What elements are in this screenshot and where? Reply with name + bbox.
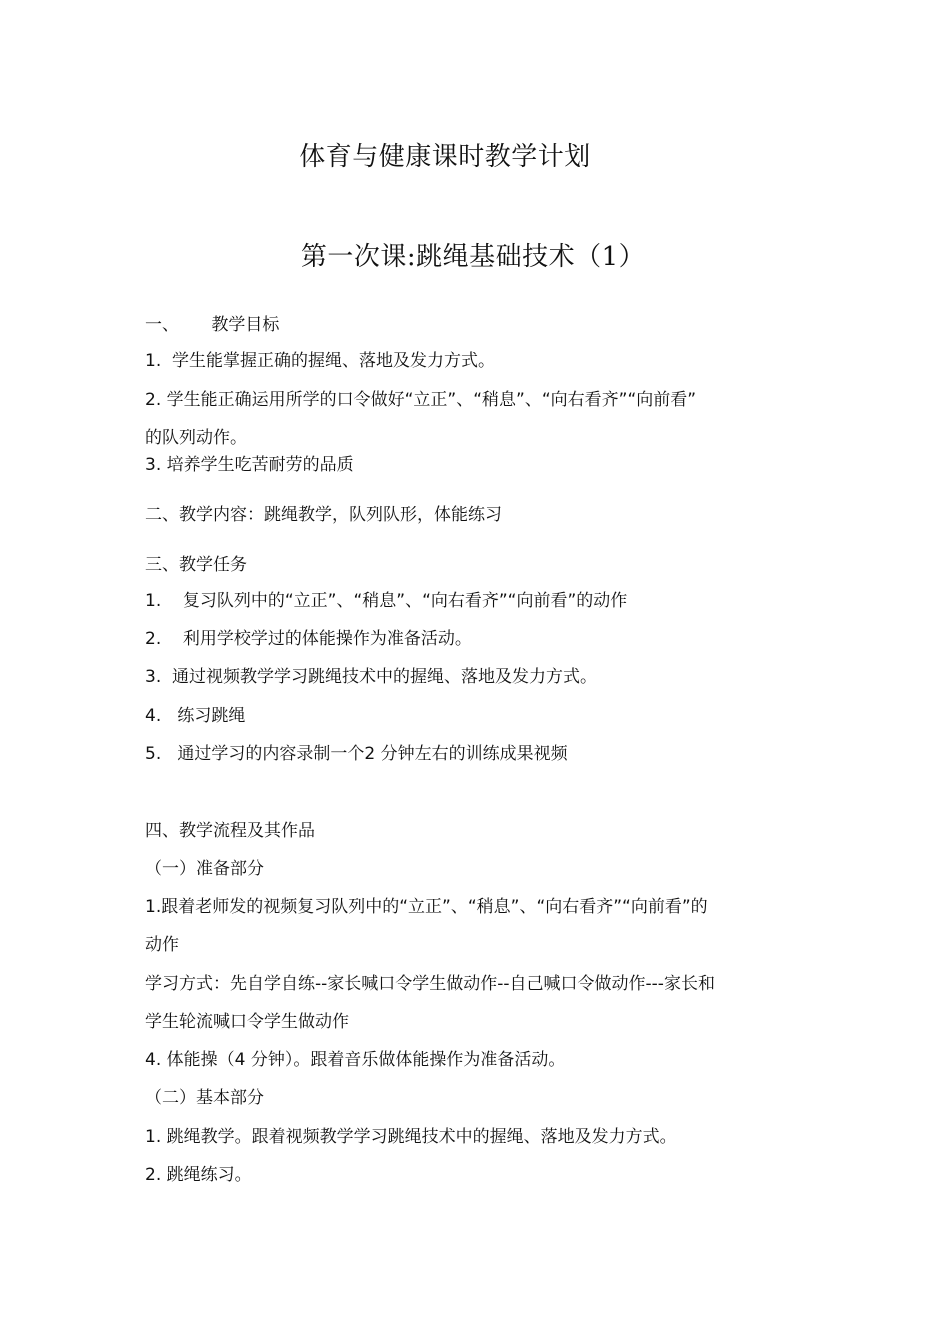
part-2-heading: （二）基本部分 — [145, 1088, 264, 1108]
section-1-heading: 一、 教学目标 — [145, 315, 280, 335]
section-1-item-3: 3. 培养学生吃苦耐劳的品质 — [145, 455, 354, 475]
section-3-item-3: 3. 通过视频教学学习跳绳技术中的握绳、落地及发力方式。 — [145, 667, 598, 687]
part-1-line-3: 学习方式：先自学自练--家长喊口令学生做动作--自己喊口令做动作---家长和 — [145, 974, 715, 994]
section-1-item-2: 2. 学生能正确运用所学的口令做好“立正”、“稍息”、“向右看齐”“向前看” — [145, 390, 697, 410]
part-1-line-1: 1.跟着老师发的视频复习队列中的“立正”、“稍息”、“向右看齐”“向前看”的 — [145, 897, 708, 917]
part-1-heading: （一）准备部分 — [145, 859, 264, 879]
section-4-heading: 四、教学流程及其作品 — [145, 821, 315, 841]
document-subtitle: 第一次课:跳绳基础技术（1） — [300, 242, 646, 272]
part-1-line-4: 学生轮流喊口令学生做动作 — [145, 1012, 349, 1032]
part-1-line-2: 动作 — [145, 935, 179, 955]
section-1-item-2-continued: 的队列动作。 — [145, 428, 247, 448]
document-title: 体育与健康课时教学计划 — [299, 142, 591, 172]
part-2-line-2: 2. 跳绳练习。 — [145, 1165, 252, 1185]
part-1-line-5: 4. 体能操（4 分钟）。跟着音乐做体能操作为准备活动。 — [145, 1050, 566, 1070]
section-3-item-5: 5. 通过学习的内容录制一个2 分钟左右的训练成果视频 — [145, 744, 568, 764]
section-2-heading: 二、教学内容：跳绳教学，队列队形，体能练习 — [145, 505, 502, 525]
part-2-line-1: 1. 跳绳教学。跟着视频教学学习跳绳技术中的握绳、落地及发力方式。 — [145, 1127, 677, 1147]
section-1-item-1: 1. 学生能掌握正确的握绳、落地及发力方式。 — [145, 351, 496, 371]
section-3-item-1: 1. 复习队列中的“立正”、“稍息”、“向右看齐”“向前看”的动作 — [145, 591, 628, 611]
section-3-item-4: 4. 练习跳绳 — [145, 706, 246, 726]
section-3-heading: 三、教学任务 — [145, 555, 247, 575]
section-3-item-2: 2. 利用学校学过的体能操作为准备活动。 — [145, 629, 472, 649]
